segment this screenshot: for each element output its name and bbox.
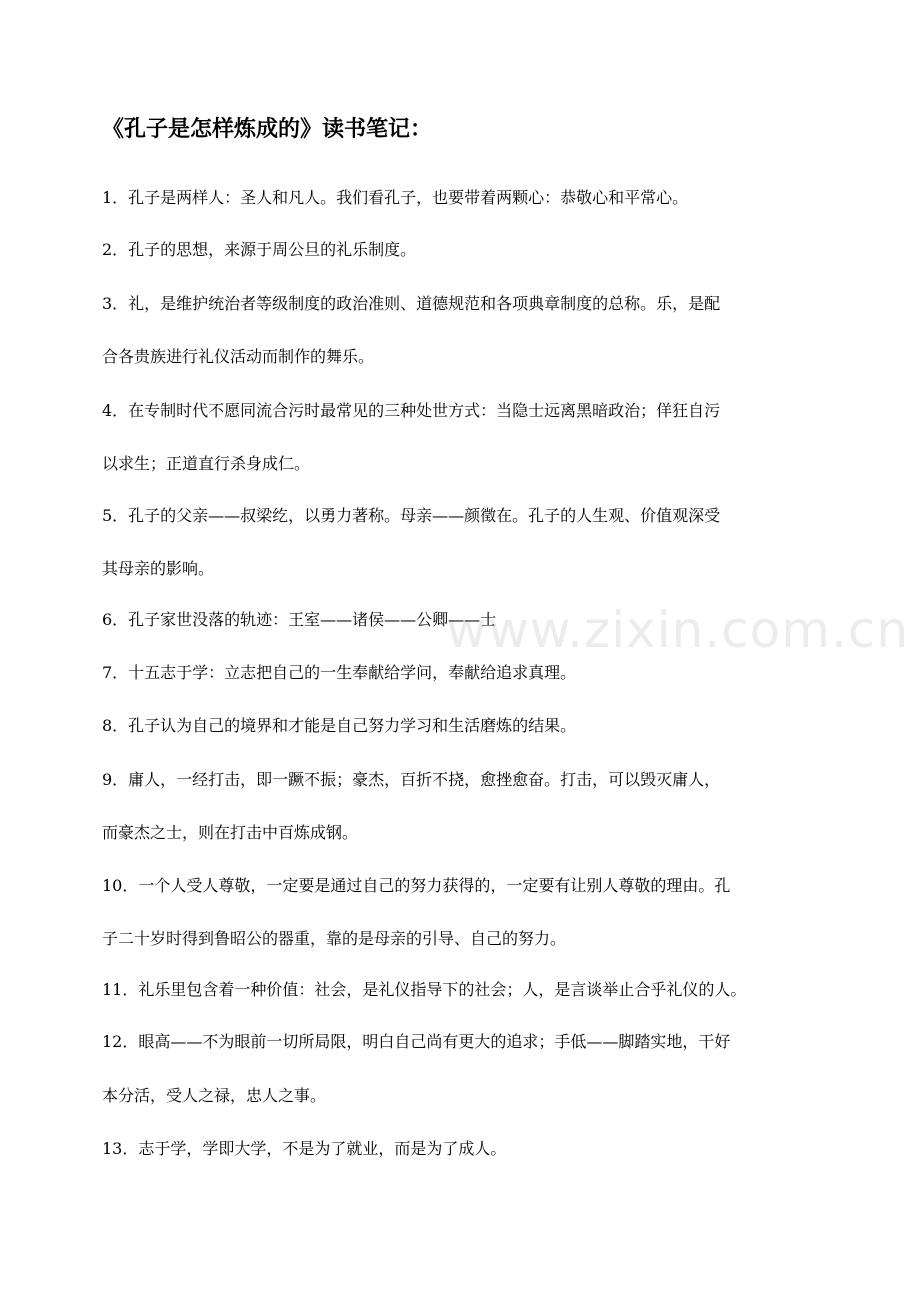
note-line: 1．孔子是两样人：圣人和凡人。我们看孔子，也要带着两颗心：恭敬心和平常心。 [102,188,689,207]
note-line: 合各贵族进行礼仪活动而制作的舞乐。 [102,347,375,366]
note-line: 子二十岁时得到鲁昭公的器重，靠的是母亲的引导、自己的努力。 [102,929,567,948]
note-line: 而豪杰之士，则在打击中百炼成钢。 [102,823,359,842]
note-line: 13．志于学，学即大学，不是为了就业，而是为了成人。 [102,1139,507,1158]
note-line: 5．孔子的父亲——叔梁纥，以勇力著称。母亲——颜徵在。孔子的人生观、价值观深受 [102,506,721,525]
note-line: 7．十五志于学：立志把自己的一生奉献给学问，奉献给追求真理。 [102,663,577,682]
note-line: 其母亲的影响。 [102,559,215,578]
note-line: 12．眼高——不为眼前一切所局限，明白自己尚有更大的追求；手低——脚踏实地，干好 [102,1032,731,1051]
note-line: 4．在专制时代不愿同流合污时最常见的三种处世方式：当隐士远离黑暗政治；佯狂自污 [102,401,721,420]
note-line: 8．孔子认为自己的境界和才能是自己努力学习和生活磨炼的结果。 [102,716,577,735]
note-line: 11．礼乐里包含着一种价值：社会，是礼仪指导下的社会；人，是言谈举止合乎礼仪的人。 [102,980,747,999]
note-line: 本分活，受人之禄，忠人之事。 [102,1086,327,1105]
note-line: 2．孔子的思想，来源于周公旦的礼乐制度。 [102,240,417,259]
watermark: www.zixin.com.cn [446,601,910,659]
note-line: 3．礼，是维护统治者等级制度的政治准则、道德规范和各项典章制度的总称。乐，是配 [102,294,721,313]
note-line: 6．孔子家世没落的轨迹：王室——诸侯——公卿——士 [102,610,497,629]
note-line: 以求生；正道直行杀身成仁。 [102,454,311,473]
note-line: 10．一个人受人尊敬，一定要是通过自己的努力获得的，一定要有让别人尊敬的理由。孔 [102,876,731,895]
note-line: 9．庸人，一经打击，即一蹶不振；豪杰，百折不挠，愈挫愈奋。打击，可以毁灭庸人， [102,770,721,789]
document-title: 《孔子是怎样炼成的》读书笔记： [102,117,433,142]
